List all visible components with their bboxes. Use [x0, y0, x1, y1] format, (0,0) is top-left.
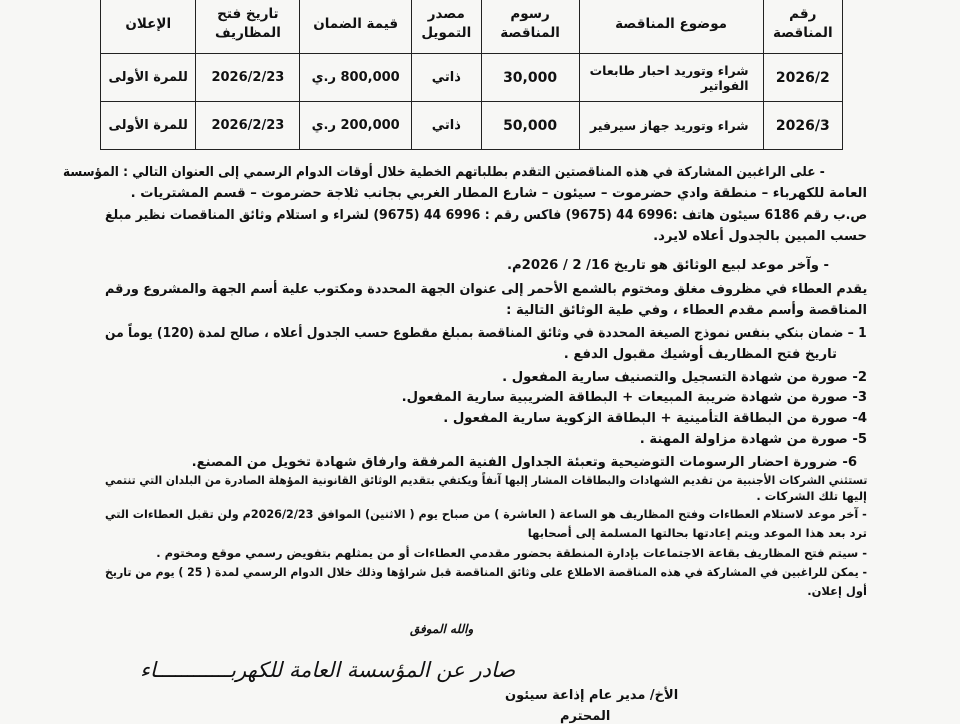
tender-funding: ذاتي [412, 102, 481, 150]
tender-fees: 50,000 [481, 102, 579, 150]
tender-number: 2026/3 [763, 102, 842, 150]
body-line: 1 – ضمان بنكي بنفس نموذج الصيغة المحددة في وثائق المناقصة بمبلغ مقطوع حسب الجدول أعلاه ، صالح لمدة (120) يوماً من [105, 326, 867, 341]
body-line: أول إعلان. [807, 584, 867, 598]
body-line: إليها تلك الشركات . [756, 489, 867, 503]
body-line: 4- صورة من البطاقة التأمينية + البطاقة الزكوية سارية المفعول . [443, 411, 867, 426]
body-line: حسب المبين بالجدول أعلاه لايرد. [653, 229, 867, 244]
table-header-row [101, 0, 843, 54]
body-line: ترد بعد هذا الموعد ويتم إعادتها بحالتها المسلمة إلى أصحابها [527, 526, 867, 540]
tender-subject: شراء وتوريد احبار طابعات الفواتير [579, 54, 763, 102]
body-line: ص.ب رقم 6186 سيئون هاتف :6996 44 (9675) فاكس رقم : 6996 44 (9675) لشراء و استلام وثائق المناقصات نظير مبلغ [104, 208, 867, 223]
body-line: العامة للكهرباء – منطقة وادي حضرموت – سيئون – شارع المطار الغربي بجانب ثلاجة حضرموت – قسم المشتريات . [130, 186, 867, 201]
col-header-fees: رسوم المناقصة [481, 0, 579, 54]
tender-number: 2026/2 [763, 54, 842, 102]
addressee: الأخ/ مدير عام إذاعة سيئون [505, 688, 679, 703]
table-row [101, 54, 843, 102]
closing-phrase: والله الموفق [410, 622, 474, 636]
tender-open-date: 2026/2/23 [196, 102, 300, 150]
tender-announcement: للمرة الأولى [101, 102, 196, 150]
issuer-main: صادر عن المؤسسة العامة للكهربـ [223, 658, 516, 682]
body-line: يقدم العطاء في مظروف مغلق ومختوم بالشمع الأحمر إلى عنوان الجهة المحددة ومكتوب علية أسم الجهة والمشروع ورقم [104, 282, 867, 297]
body-line: - يمكن للراغبين في المشاركة في هذه المناقصة الاطلاع على وثائق المناقصة قبل شراؤها وذلك خلال الدوام الرسمي لمدة ( 25 ) يوم من تاريخ [104, 565, 867, 579]
col-header-announcement: الإعلان [101, 0, 196, 54]
tender-funding: ذاتي [412, 54, 481, 102]
tender-fees: 30,000 [481, 54, 579, 102]
body-line: 3- صورة من شهادة ضريبة المبيعات + البطاقة الضريبية سارية المفعول. [401, 390, 867, 405]
body-line: 2- صورة من شهادة التسجيل والتصنيف سارية المفعول . [502, 370, 867, 385]
col-header-open-date: تاريخ فتح المظاريف [196, 0, 300, 54]
body-line: تستثني الشركات الأجنبية من تقديم الشهادات والبطاقات المشار إليها آنفاً ويكتفي بتقديم الوثائق القانونية المؤهلة الصادرة من البلدان التي تنتمي [104, 473, 867, 487]
body-line: 5- صورة من شهادة مزاولة المهنة . [639, 432, 867, 447]
body-line: المناقصة وأسم مقدم العطاء ، وفي طية الوثائق التالية : [506, 303, 867, 318]
tender-guarantee: 200,000 ر.ي [300, 102, 412, 150]
table-row [101, 102, 843, 150]
col-header-funding: مصدر التمويل [412, 0, 481, 54]
tender-guarantee: 800,000 ر.ي [300, 54, 412, 102]
body-line: تاريخ فتح المظاريف أوشيك مقبول الدفع . [563, 347, 837, 362]
col-header-guarantee: قيمة الضمان [300, 0, 412, 54]
body-line: - وآخر موعد لبيع الوثائق هو تاريخ 16/ 2 / 2026م. [506, 258, 829, 273]
col-header-number: رقم المناقصة [763, 0, 842, 54]
body-line: - على الراغبين المشاركة في هذه المناقصتين التقدم بطلباتهم الخطية خلال أوقات الدوام الرسمي إلى العنوان التالي : المؤسسة [63, 165, 825, 180]
tender-subject: شراء وتوريد جهاز سيرفير [579, 102, 763, 150]
body-line: 6- ضرورة احضار الرسومات التوضيحية وتعبئة الجداول الفنية المرفقة وارفاق شهادة تخويل من المصنع. [191, 455, 857, 470]
body-line: - سيتم فتح المظاريف بقاعة الاجتماعات بإدارة المنطقة بحضور مقدمي العطاءات أو من يمثلهم بتفويض رسمي موقع ومختوم . [156, 546, 867, 560]
honorific: المحترم [560, 709, 611, 724]
tenders-table [100, 0, 843, 150]
issuer-signature-line [140, 658, 515, 682]
tender-announcement: للمرة الأولى [101, 54, 196, 102]
col-header-subject: موضوع المناقصة [579, 0, 763, 54]
issuer-tail: ـــــــــــاء [140, 658, 224, 682]
tender-open-date: 2026/2/23 [196, 54, 300, 102]
body-line: - آخر موعد لاستلام العطاءات وفتح المظاريف هو الساعة ( العاشرة ) من صباح يوم ( الاثنين) الموافق 2026/2/23م ولن تقبل العطاءات التي [105, 507, 867, 521]
